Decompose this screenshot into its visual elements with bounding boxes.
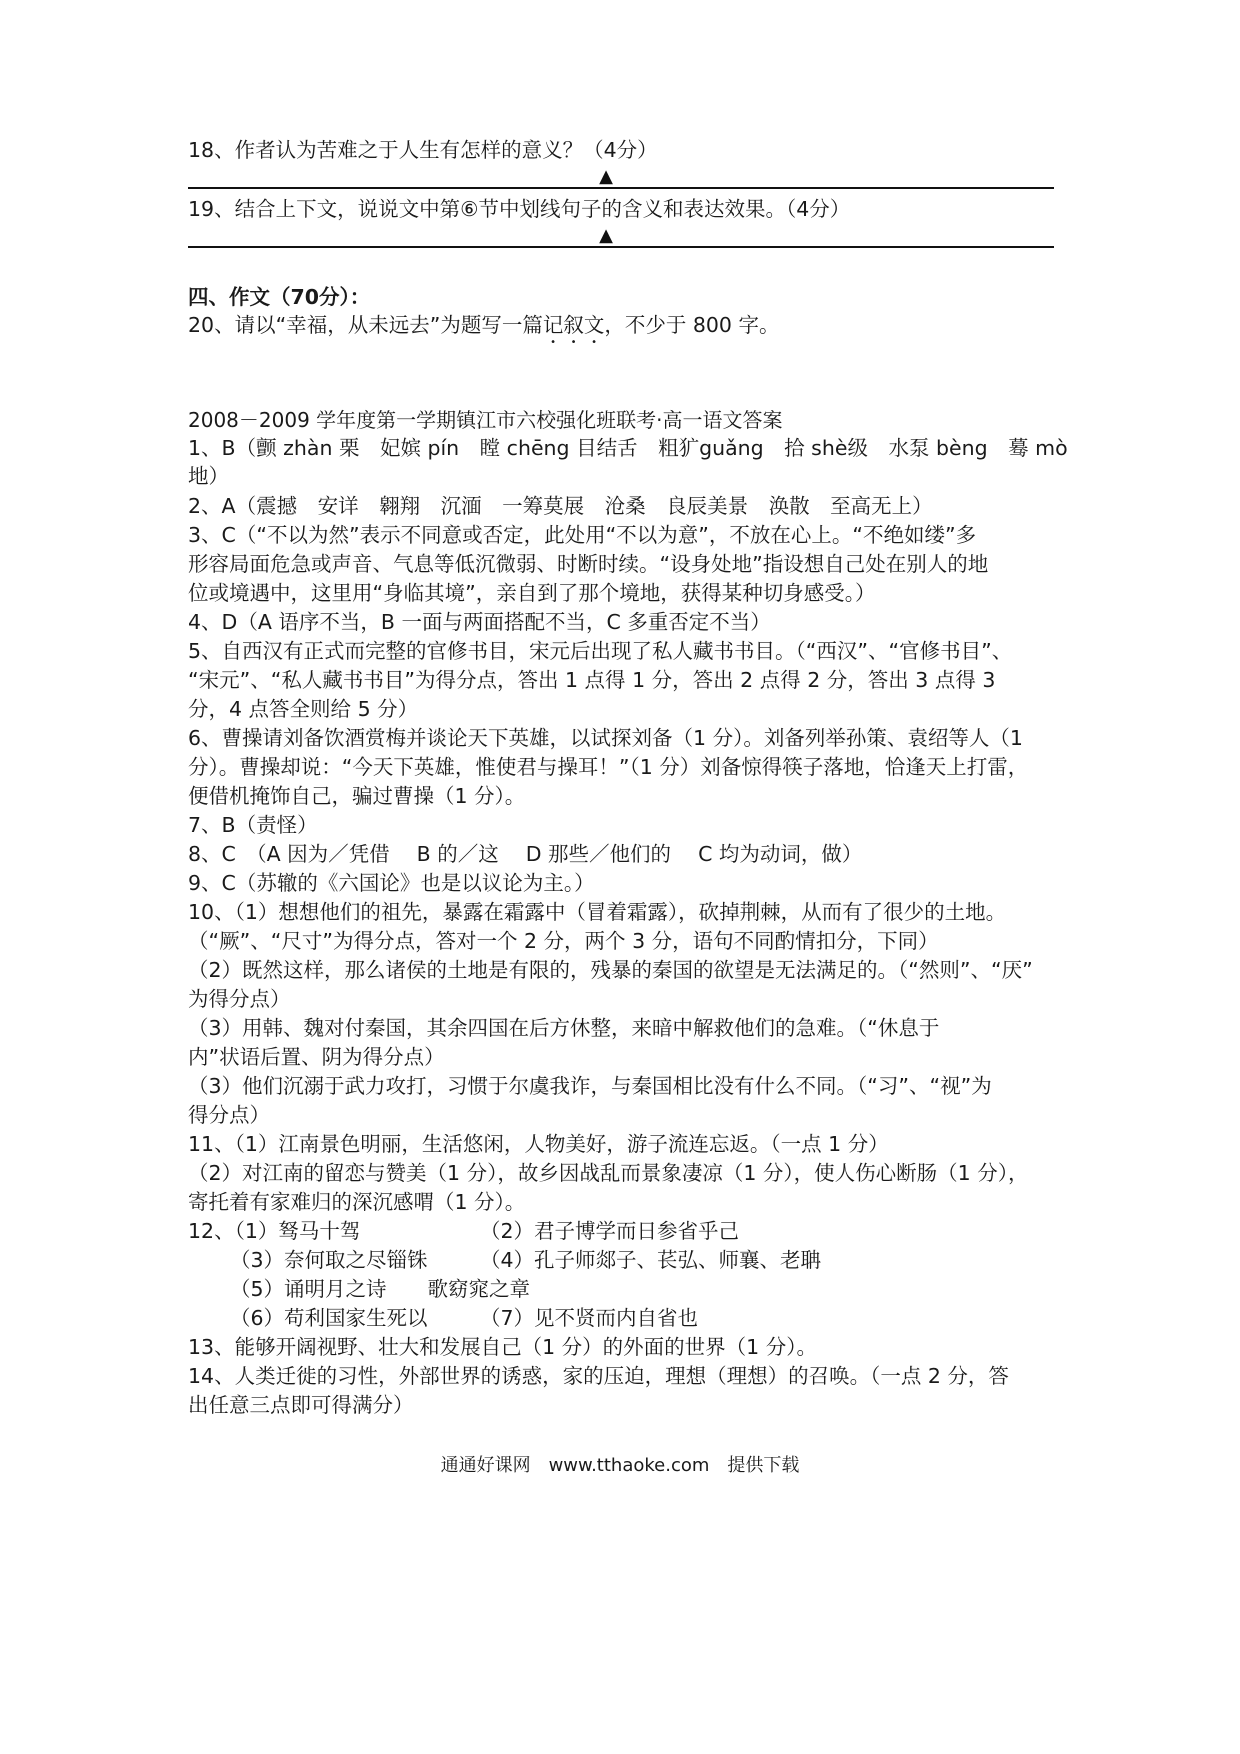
answer-11-line-3: 寄托着有家难归的深沉感喟（1 分）。 <box>188 1190 526 1214</box>
answer-10-line-6: 内”状语后置、阴为得分点） <box>188 1045 445 1069</box>
answer-11-line-1: 11、（1）江南景色明丽，生活悠闲，人物美好，游子流连忘返。（一点 1 分） <box>188 1132 889 1156</box>
answer-1-line-1: 1、B（颤 zhàn 栗 妃嫔 pín 瞠 chēng 目结舌 粗犷guǎng 拾 shè级 水泵 bèng 蓦 mò <box>188 436 1068 460</box>
answer-5-line-3: 分，4 点答全则给 5 分） <box>188 697 419 721</box>
answer-10-line-5: （3）用韩、魏对付秦国，其余四国在后方休整，来暗中解救他们的急难。（“休息于 <box>188 1016 940 1040</box>
answer-10-line-4: 为得分点） <box>188 987 291 1011</box>
question-18: 18、作者认为苦难之于人生有怎样的意义？（4分） <box>188 138 658 162</box>
answer-12-item-3: （3）奈何取之尽锱铢 <box>230 1248 428 1272</box>
answer-1-line-2: 地） <box>188 464 229 488</box>
essay-prompt-after: ，不少于 800 字。 <box>604 313 780 337</box>
answer-12-item-1: 12、（1）驽马十驾 <box>188 1219 361 1243</box>
question-19: 19、结合上下文，说说文中第⑥节中划线句子的含义和表达效果。（4分） <box>188 197 851 221</box>
answer-10-line-1: 10、（1）想想他们的祖先，暴露在霜露中（冒着霜露），砍掉荆棘，从而有了很少的土地。 <box>188 900 1007 924</box>
answer-5-line-2: “宋元”、“私人藏书书目”为得分点，答出 1 点得 1 分，答出 2 点得 2 分，答出 3 点得 3 <box>188 668 996 692</box>
essay-prompt-emphasis: 记叙文 <box>542 313 605 337</box>
answer-12-item-4: （4）孔子师郯子、苌弘、师襄、老聃 <box>480 1248 822 1272</box>
answer-8: 8、C （A 因为／凭借 B 的／这 D 那些／他们的 C 均为动词，做） <box>188 842 863 866</box>
page-footer: 通通好课网 www.tthaoke.com 提供下载 <box>440 1455 800 1476</box>
answer-6-line-1: 6、曹操请刘备饮酒赏梅并谈论天下英雄，以试探刘备（1 分）。刘备列举孙策、袁绍等人（1 <box>188 726 1023 750</box>
essay-prompt <box>188 311 1054 348</box>
answer-12-item-7: （7）见不贤而内自省也 <box>480 1306 699 1330</box>
answer-14-line-2: 出任意三点即可得满分） <box>188 1393 414 1417</box>
answer-marker-19: ▲ <box>599 225 613 246</box>
answer-marker-18: ▲ <box>599 166 613 187</box>
answer-12-item-6: （6）苟利国家生死以 <box>230 1306 428 1330</box>
essay-heading: 四、作文（70分）： <box>188 285 371 309</box>
answer-9: 9、C（苏辙的《六国论》也是以议论为主。） <box>188 871 595 895</box>
answer-12-item-5: （5）诵明月之诗 歌窈窕之章 <box>230 1277 531 1301</box>
answer-line-19 <box>188 246 1054 248</box>
answer-14-line-1: 14、人类迁徙的习性，外部世界的诱惑，家的压迫，理想（理想）的召唤。（一点 2 分，答 <box>188 1364 1009 1388</box>
answer-13: 13、能够开阔视野、壮大和发展自己（1 分）的外面的世界（1 分）。 <box>188 1335 817 1359</box>
answer-3-line-3: 位或境遇中，这里用“身临其境”，亲自到了那个境地，获得某种切身感受。） <box>188 581 876 605</box>
answer-12-item-2: （2）君子博学而日参省乎己 <box>480 1219 740 1243</box>
answer-10-line-2: （“厥”、“尺寸”为得分点，答对一个 2 分，两个 3 分，语句不同酌情扣分，下同） <box>188 929 939 953</box>
answer-line-18 <box>188 187 1054 189</box>
answer-5-line-1: 5、自西汉有正式而完整的官修书目，宋元后出现了私人藏书书目。（“西汉”、“官修书目”、 <box>188 639 1013 663</box>
essay-prompt-before: 20、请以“幸福，从未远去”为题写一篇 <box>188 313 543 337</box>
answer-12-row-2 <box>188 1246 1054 1274</box>
answer-12-row-1 <box>188 1217 1054 1245</box>
answer-12-row-3 <box>188 1275 1054 1303</box>
answer-7: 7、B（责怪） <box>188 813 318 837</box>
answer-10-line-8: 得分点） <box>188 1103 270 1127</box>
answer-2: 2、A（震撼 安详 翱翔 沉湎 一筹莫展 沧桑 良辰美景 涣散 至高无上） <box>188 494 933 518</box>
answer-10-line-7: （3）他们沉溺于武力攻打，习惯于尔虞我诈，与秦国相比没有什么不同。（“习”、“视”为 <box>188 1074 992 1098</box>
answer-4: 4、D（A 语序不当，B 一面与两面搭配不当，C 多重否定不当） <box>188 610 771 634</box>
answer-12-row-4 <box>188 1304 1054 1332</box>
answer-3-line-2: 形容局面危急或声音、气息等低沉微弱、时断时续。“设身处地”指设想自己处在别人的地 <box>188 552 989 576</box>
answer-11-line-2: （2）对江南的留恋与赞美（1 分），故乡因战乱而景象凄凉（1 分），使人伤心断肠（1 分）， <box>188 1161 1029 1185</box>
answer-3-line-1: 3、C（“不以为然”表示不同意或否定，此处用“不以为意”，不放在心上。“不绝如缕”多 <box>188 523 977 547</box>
answer-6-line-3: 便借机掩饰自己，骗过曹操（1 分）。 <box>188 784 526 808</box>
answer-6-line-2: 分）。曹操却说：“今天下英雄，惟使君与操耳！”（1 分）刘备惊得筷子落地，恰逢天上打雷， <box>188 755 1029 779</box>
answer-10-line-3: （2）既然这样，那么诸侯的土地是有限的，残暴的秦国的欲望是无法满足的。（“然则”、“厌” <box>188 958 1033 982</box>
answers-title: 2008－2009 学年度第一学期镇江市六校强化班联考·高一语文答案 <box>188 408 783 432</box>
